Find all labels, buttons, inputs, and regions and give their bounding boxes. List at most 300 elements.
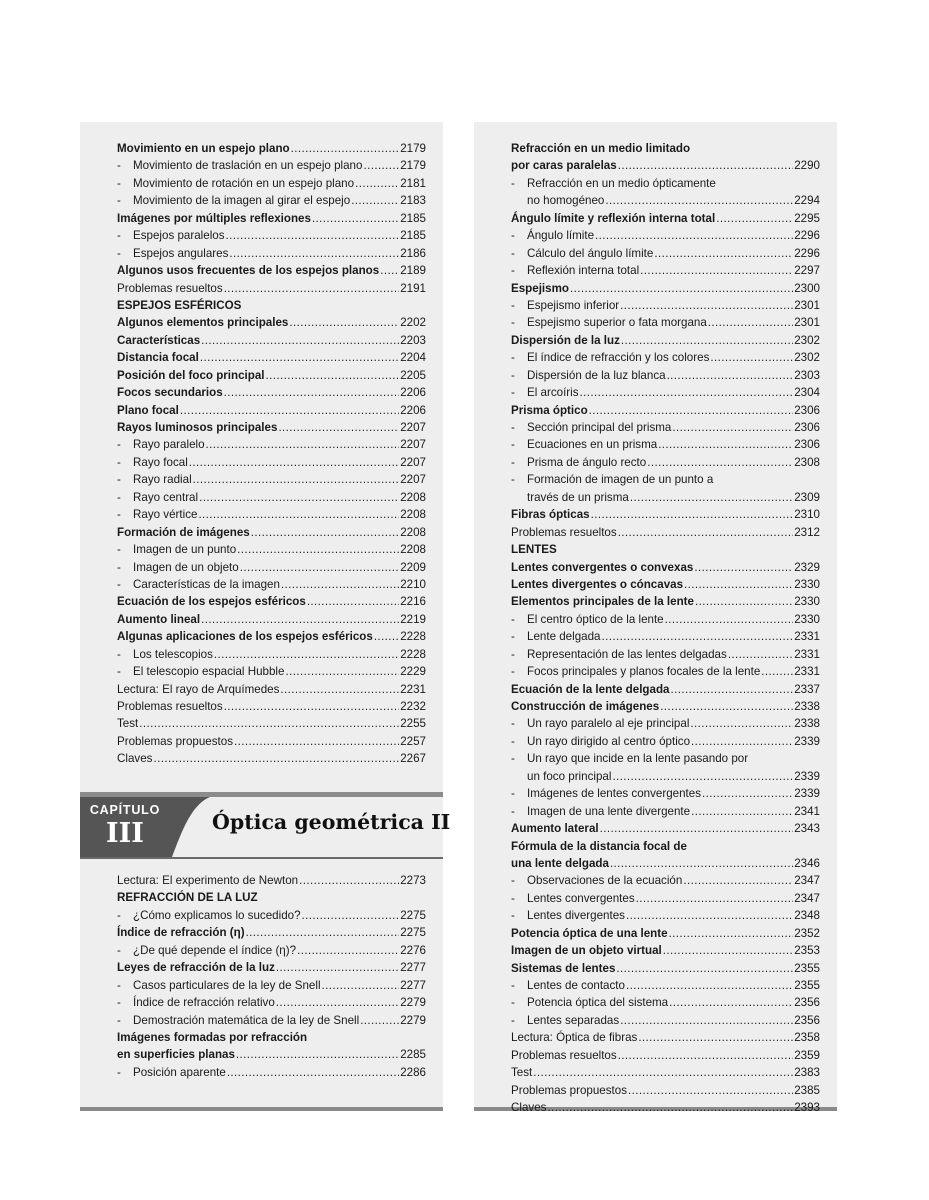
- toc-entry-page: 2330: [794, 612, 820, 626]
- toc-entry-title: El índice de refracción y los colores: [527, 351, 710, 365]
- dot-leader: [229, 245, 399, 262]
- dot-leader: [621, 332, 793, 349]
- bullet-dash: -: [511, 787, 515, 801]
- toc-entry: [117, 471, 426, 488]
- toc-entry-page: 2304: [794, 386, 820, 400]
- toc-entry-page: 2393: [794, 1101, 820, 1115]
- toc-entry: [511, 663, 820, 680]
- toc-entry-title: Problemas resueltos: [511, 525, 617, 539]
- bullet-dash: -: [511, 229, 515, 243]
- toc-entry: [511, 454, 820, 471]
- dot-leader: [600, 820, 794, 837]
- dot-leader: [612, 768, 793, 785]
- dot-leader: [276, 959, 399, 976]
- toc-entry-page: 2356: [794, 1013, 820, 1027]
- toc-entry-title: Elementos principales de la lente: [511, 595, 694, 609]
- dot-leader: [618, 524, 794, 541]
- toc-entry: [511, 192, 820, 209]
- toc-entry-page: 2206: [400, 386, 426, 400]
- toc-entry: [511, 907, 820, 924]
- toc-entry-title: Problemas resueltos: [117, 281, 223, 295]
- toc-entry-page: 2207: [400, 438, 426, 452]
- left-panel-bottom-rule: [80, 1107, 443, 1111]
- toc-entry-title: Posición del foco principal: [117, 368, 265, 382]
- dot-leader: [638, 1029, 793, 1046]
- dot-leader: [710, 349, 793, 366]
- toc-entry: [511, 419, 820, 436]
- dot-leader: [728, 646, 793, 663]
- toc-entry-page: 2383: [794, 1066, 820, 1080]
- dot-leader: [547, 1099, 793, 1116]
- toc-entry: [511, 628, 820, 645]
- toc-entry-page: 2308: [794, 455, 820, 469]
- dot-leader: [237, 541, 399, 558]
- toc-entry: [511, 262, 820, 279]
- dot-leader: [360, 1012, 399, 1029]
- dot-leader: [180, 402, 399, 419]
- toc-entry-page: 2267: [400, 752, 426, 766]
- bullet-dash: -: [117, 1013, 121, 1027]
- toc-entry-page: 2309: [794, 490, 820, 504]
- dot-leader: [153, 750, 399, 767]
- toc-entry-page: 2359: [794, 1048, 820, 1062]
- dot-leader: [669, 994, 793, 1011]
- toc-entry: [511, 541, 820, 558]
- toc-entry-page: 2331: [794, 630, 820, 644]
- dot-leader: [616, 960, 793, 977]
- toc-entry: [117, 889, 426, 906]
- toc-entry-page: 2339: [794, 734, 820, 748]
- toc-entry-title: Espejismo superior o fata morgana: [527, 316, 707, 330]
- bullet-dash: -: [117, 229, 121, 243]
- toc-entry-page: 2352: [794, 926, 820, 940]
- toc-entry-page: 2229: [400, 665, 426, 679]
- toc-entry: [511, 785, 820, 802]
- toc-entry-title: Algunas aplicaciones de los espejos esféricos: [117, 630, 373, 644]
- toc-entry-title: Observaciones de la ecuación: [527, 874, 683, 888]
- toc-entry-title: Problemas propuestos: [117, 734, 233, 748]
- dot-leader: [226, 227, 400, 244]
- bullet-dash: -: [511, 891, 515, 905]
- toc-entry-title: Refracción en un medio limitado: [511, 142, 691, 155]
- toc-entry-title: Problemas resueltos: [511, 1048, 617, 1062]
- toc-entry-page: 2297: [794, 264, 820, 278]
- toc-entry: [117, 332, 426, 349]
- toc-entry-page: 2296: [794, 246, 820, 260]
- dot-leader: [206, 436, 400, 453]
- toc-entry-title: Imagen de un punto: [133, 543, 237, 557]
- dot-leader: [307, 593, 399, 610]
- toc-entry: [117, 593, 426, 610]
- dot-leader: [602, 628, 794, 645]
- toc-entry-title: Lentes convergentes: [527, 891, 635, 905]
- toc-entry: [511, 384, 820, 401]
- toc-entry-title: Casos particulares de la ley de Snell: [133, 978, 321, 992]
- dot-leader: [200, 349, 399, 366]
- toc-entry: [511, 1082, 820, 1099]
- dot-leader: [618, 157, 794, 174]
- bullet-dash: -: [117, 577, 121, 591]
- toc-entry: [117, 559, 426, 576]
- dot-leader: [234, 733, 399, 750]
- dot-leader: [278, 419, 399, 436]
- dot-leader: [297, 942, 399, 959]
- toc-entry-page: 2228: [400, 630, 426, 644]
- toc-entry-page: 2183: [400, 194, 426, 208]
- toc-entry-page: 2286: [400, 1065, 426, 1079]
- toc-entry: [117, 157, 426, 174]
- toc-entry-title: Rayo central: [133, 490, 199, 504]
- dot-leader: [201, 332, 399, 349]
- dot-leader: [570, 280, 793, 297]
- toc-entry-title: Algunos elementos principales: [117, 316, 289, 330]
- bullet-dash: -: [511, 979, 515, 992]
- dot-leader: [198, 506, 399, 523]
- toc-entry-page: 2330: [794, 595, 820, 609]
- toc-entry-page: 2290: [794, 159, 820, 173]
- toc-entry: [511, 768, 820, 785]
- toc-entry: [511, 140, 820, 157]
- dot-leader: [299, 872, 399, 889]
- toc-entry-page: 2204: [400, 351, 426, 365]
- toc-entry-page: 2255: [400, 717, 426, 731]
- toc-entry-page: 2343: [794, 822, 820, 836]
- toc-entry-page: 2275: [400, 908, 426, 922]
- dot-leader: [669, 925, 794, 942]
- toc-entry: [117, 750, 426, 767]
- bullet-dash: -: [511, 630, 515, 644]
- toc-entry-title: través de un prisma: [527, 490, 629, 504]
- dot-leader: [683, 872, 793, 889]
- toc-entry-title: Sección principal del prisma: [527, 421, 672, 434]
- dot-leader: [716, 210, 793, 227]
- toc-entry: [117, 367, 426, 384]
- toc-entry-page: 2331: [794, 665, 820, 679]
- toc-entry-title: Rayo vértice: [133, 508, 198, 522]
- toc-entry: [511, 750, 820, 767]
- dot-leader: [626, 977, 793, 994]
- toc-entry: [117, 140, 426, 157]
- toc-entry-title: Espejos paralelos: [133, 229, 225, 243]
- toc-entry-title: REFRACCIÓN DE LA LUZ: [117, 891, 258, 905]
- dot-leader: [224, 280, 400, 297]
- bullet-dash: -: [511, 316, 515, 330]
- toc-entry: [117, 297, 426, 314]
- toc-entry: [117, 681, 426, 698]
- toc-entry-title: Aumento lineal: [117, 612, 201, 626]
- toc-entry-title: El centro óptico de la lente: [527, 612, 664, 626]
- toc-entry: [117, 907, 426, 924]
- dot-leader: [690, 715, 793, 732]
- toc-entry: [511, 280, 820, 297]
- toc-entry-page: 2208: [400, 543, 426, 557]
- bullet-dash: -: [511, 176, 515, 190]
- toc-left-top: [117, 140, 426, 768]
- toc-entry-page: 2312: [794, 525, 820, 539]
- bullet-dash: -: [117, 978, 121, 992]
- bullet-dash: -: [511, 351, 515, 365]
- toc-entry: [117, 1029, 426, 1046]
- toc-entry-page: 2208: [400, 525, 426, 539]
- toc-entry-title: Ángulo límite: [527, 229, 595, 243]
- toc-entry: [117, 454, 426, 471]
- toc-entry: [511, 820, 820, 837]
- toc-entry-title: Lentes divergentes: [527, 909, 625, 923]
- toc-entry-title: Imágenes por múltiples reflexiones: [117, 211, 311, 225]
- dot-leader: [620, 1012, 793, 1029]
- toc-entry-title: Representación de las lentes delgadas: [527, 647, 727, 661]
- dot-leader: [322, 977, 400, 994]
- toc-entry: [117, 541, 426, 558]
- bullet-dash: -: [117, 508, 121, 522]
- toc-entry-title: Lectura: El rayo de Arquímedes: [117, 682, 280, 696]
- toc-entry-page: 2273: [400, 874, 426, 887]
- toc-entry-title: Plano focal: [117, 403, 179, 417]
- toc-entry: [117, 611, 426, 628]
- toc-entry-title: ESPEJOS ESFÉRICOS: [117, 298, 242, 312]
- dot-leader: [626, 907, 793, 924]
- toc-entry-title: Prisma óptico: [511, 403, 588, 417]
- dot-leader: [591, 506, 794, 523]
- toc-entry-title: Imagen de una lente divergente: [527, 804, 691, 818]
- dot-leader: [285, 663, 399, 680]
- dot-leader: [302, 907, 400, 924]
- toc-entry: [511, 1012, 820, 1029]
- toc-entry-title: Movimiento en un espejo plano: [117, 142, 290, 155]
- toc-entry: [511, 838, 820, 855]
- toc-entry: [511, 506, 820, 523]
- bullet-dash: -: [117, 543, 121, 557]
- toc-entry-title: Rayos luminosos principales: [117, 421, 278, 434]
- toc-entry-page: 2302: [794, 333, 820, 347]
- bullet-dash: -: [117, 246, 121, 260]
- toc-entry-title: Test: [511, 1066, 533, 1080]
- toc-entry-page: 2347: [794, 874, 820, 888]
- bullet-dash: -: [117, 194, 121, 208]
- bullet-dash: -: [117, 908, 121, 922]
- bullet-dash: -: [511, 874, 515, 888]
- toc-entry-title: Ecuación de la lente delgada: [511, 682, 670, 696]
- toc-entry-page: 2207: [400, 421, 426, 434]
- toc-entry-title: Focos principales y planos focales de la lente: [527, 665, 761, 679]
- toc-entry-title: Imágenes formadas por refracción: [117, 1030, 308, 1044]
- toc-entry-page: 2207: [400, 473, 426, 487]
- toc-entry: [117, 663, 426, 680]
- toc-entry-title: Un rayo que incide en la lente pasando por: [527, 752, 749, 766]
- dot-leader: [201, 611, 399, 628]
- toc-entry-title: Características de la imagen: [133, 577, 280, 591]
- toc-entry-page: 2277: [400, 961, 426, 975]
- toc-entry: [511, 611, 820, 628]
- toc-entry: [511, 681, 820, 698]
- bullet-dash: -: [511, 455, 515, 469]
- dot-leader: [240, 559, 399, 576]
- toc-entry-title: Rayo radial: [133, 473, 192, 487]
- dot-leader: [224, 698, 400, 715]
- toc-entry: [511, 698, 820, 715]
- dot-leader: [227, 1064, 399, 1081]
- toc-entry-title: Imágenes de lentes convergentes: [527, 787, 702, 801]
- toc-entry: [117, 1012, 426, 1029]
- toc-entry-page: 2353: [794, 944, 820, 958]
- toc-entry-title: Problemas propuestos: [511, 1083, 627, 1097]
- toc-entry: [117, 436, 426, 453]
- toc-entry-page: 2232: [400, 700, 426, 713]
- toc-entry: [511, 733, 820, 750]
- toc-entry: [511, 245, 820, 262]
- toc-entry: [511, 872, 820, 889]
- chapter-title: Óptica geométrica II: [212, 810, 451, 834]
- toc-entry-title: Sistemas de lentes: [511, 961, 616, 975]
- toc-entry-title: Reflexión interna total: [527, 264, 640, 278]
- toc-entry-page: 2306: [794, 421, 820, 434]
- bullet-dash: -: [117, 176, 121, 190]
- toc-entry: [117, 994, 426, 1011]
- toc-entry: [117, 419, 426, 436]
- toc-entry-title: Un rayo paralelo al eje principal: [527, 717, 690, 731]
- bullet-dash: -: [511, 612, 515, 626]
- toc-entry-page: 2219: [400, 612, 426, 626]
- toc-entry: [511, 1099, 820, 1116]
- toc-entry: [117, 262, 426, 279]
- toc-entry-title: Características: [117, 333, 201, 347]
- toc-entry-page: 2181: [400, 176, 426, 190]
- toc-entry: [117, 1064, 426, 1081]
- bullet-dash: -: [511, 717, 515, 731]
- toc-entry-title: Ecuaciones en un prisma: [527, 438, 658, 452]
- toc-entry: [117, 524, 426, 541]
- toc-entry-page: 2206: [400, 403, 426, 417]
- toc-entry-title: un foco principal: [527, 769, 612, 783]
- toc-entry-page: 2185: [400, 229, 426, 243]
- toc-entry-page: 2179: [400, 159, 426, 173]
- toc-entry: [511, 925, 820, 942]
- toc-entry-title: Un rayo dirigido al centro óptico: [527, 734, 691, 748]
- toc-entry-title: Lente delgada: [527, 630, 601, 644]
- toc-entry-title: Claves: [511, 1101, 547, 1115]
- bullet-dash: -: [117, 490, 121, 504]
- dot-leader: [312, 210, 399, 227]
- toc-entry: [117, 175, 426, 192]
- toc-entry: [511, 349, 820, 366]
- toc-entry: [117, 733, 426, 750]
- toc-entry-title: Movimiento de traslación en un espejo plano: [133, 159, 363, 173]
- dot-leader: [189, 454, 399, 471]
- bullet-dash: -: [117, 438, 121, 452]
- toc-entry: [511, 402, 820, 419]
- bullet-dash: -: [511, 246, 515, 260]
- toc-entry-page: 2306: [794, 438, 820, 452]
- toc-entry-title: en superficies planas: [117, 1048, 235, 1062]
- toc-entry: [117, 628, 426, 645]
- toc-entry-page: 2205: [400, 368, 426, 382]
- toc-entry-page: 2348: [794, 909, 820, 923]
- toc-entry-title: Posición aparente: [133, 1065, 226, 1079]
- toc-entry-page: 2385: [794, 1083, 820, 1097]
- toc-entry-page: 2216: [400, 595, 426, 609]
- toc-entry-title: Test: [117, 717, 139, 731]
- dot-leader: [630, 489, 793, 506]
- toc-entry: [511, 436, 820, 453]
- toc-entry: [117, 227, 426, 244]
- toc-entry: [117, 924, 426, 941]
- dot-leader: [618, 1047, 794, 1064]
- dot-leader: [580, 384, 794, 401]
- toc-entry: [511, 1064, 820, 1081]
- toc-entry-page: 2186: [400, 246, 426, 260]
- toc-entry-title: ¿Cómo explicamos lo sucedido?: [133, 908, 301, 922]
- chapter-under-rule: [80, 857, 443, 859]
- toc-entry: [117, 959, 426, 976]
- toc-entry-title: Lentes convergentes o convexas: [511, 560, 694, 574]
- toc-entry: [117, 646, 426, 663]
- toc-left-bottom: [117, 872, 426, 1081]
- toc-entry: [117, 210, 426, 227]
- toc-entry-title: Aumento lateral: [511, 822, 599, 836]
- toc-entry-page: 2306: [794, 403, 820, 417]
- toc-entry: [511, 489, 820, 506]
- dot-leader: [691, 733, 793, 750]
- toc-entry: [511, 314, 820, 331]
- toc-entry-title: Potencia óptica del sistema: [527, 996, 669, 1010]
- toc-entry-title: Prisma de ángulo recto: [527, 455, 647, 469]
- bullet-dash: -: [117, 560, 121, 574]
- toc-entry: [117, 245, 426, 262]
- dot-leader: [276, 994, 399, 1011]
- bullet-dash: -: [511, 386, 515, 400]
- toc-entry-page: 2346: [794, 856, 820, 870]
- toc-entry-page: 2279: [400, 1013, 426, 1027]
- toc-entry-title: Movimiento de rotación en un espejo plano: [133, 176, 355, 190]
- bullet-dash: -: [511, 421, 515, 434]
- bullet-dash: -: [511, 909, 515, 923]
- toc-entry-page: 2294: [794, 194, 820, 208]
- toc-entry: [117, 506, 426, 523]
- toc-entry-page: 2355: [794, 979, 820, 992]
- toc-entry: [117, 715, 426, 732]
- toc-entry-title: Demostración matemática de la ley de Snell: [133, 1013, 360, 1027]
- toc-entry-title: Dispersión de la luz: [511, 333, 620, 347]
- toc-entry: [511, 1047, 820, 1064]
- dot-leader: [595, 227, 793, 244]
- dot-leader: [351, 192, 399, 209]
- toc-entry: [511, 715, 820, 732]
- toc-entry-page: 2341: [794, 804, 820, 818]
- bullet-dash: -: [511, 368, 515, 382]
- toc-entry-page: 2295: [794, 211, 820, 225]
- toc-entry: [117, 384, 426, 401]
- dot-leader: [691, 803, 793, 820]
- toc-entry: [511, 157, 820, 174]
- dot-leader: [761, 663, 793, 680]
- toc-entry: [117, 402, 426, 419]
- dot-leader: [663, 942, 793, 959]
- toc-entry-page: 2355: [794, 961, 820, 975]
- dot-leader: [589, 402, 794, 419]
- toc-entry-title: Fórmula de la distancia focal de: [511, 839, 687, 853]
- dot-leader: [628, 1082, 793, 1099]
- toc-entry-title: Construcción de imágenes: [511, 700, 660, 713]
- toc-entry-page: 2339: [794, 769, 820, 783]
- dot-leader: [694, 559, 793, 576]
- toc-entry: [511, 890, 820, 907]
- dot-leader: [224, 384, 400, 401]
- toc-entry-page: 2231: [400, 682, 426, 696]
- toc-entry: [117, 280, 426, 297]
- dot-leader: [193, 471, 400, 488]
- toc-entry-title: Rayo focal: [133, 455, 188, 469]
- toc-entry: [511, 942, 820, 959]
